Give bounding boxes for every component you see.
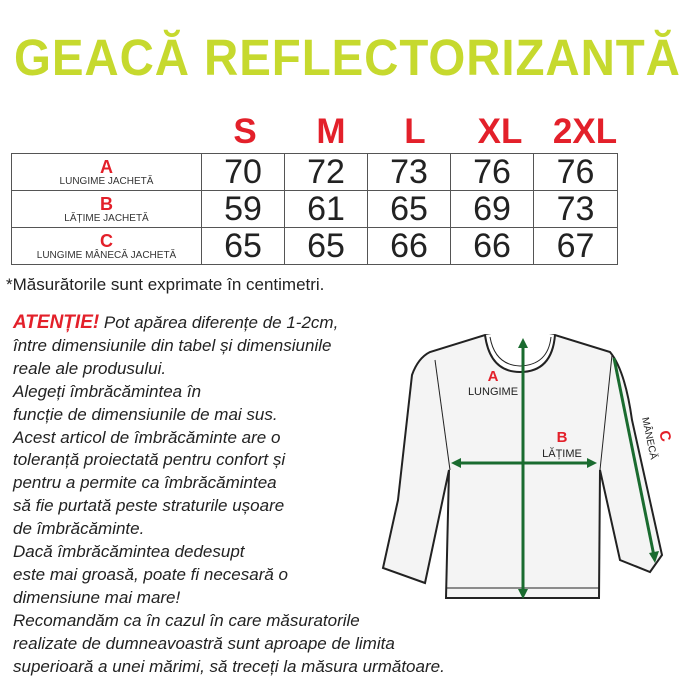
table-cell: 73	[368, 154, 451, 191]
table-cell: 66	[368, 228, 451, 265]
row-label: C LUNGIME MÂNECĂ JACHETĂ	[12, 228, 202, 265]
paragraph-line: Recomandăm ca în cazul în care măsuratorile	[13, 610, 360, 630]
table-cell: 59	[202, 191, 285, 228]
paragraph-line: să fie purtată peste straturile ușoare	[13, 496, 285, 516]
table-cell: 76	[534, 154, 618, 191]
page-title: GEACĂ REFLECTORIZANTĂ	[14, 29, 681, 86]
table-cell: 61	[285, 191, 368, 228]
table-cell: 69	[451, 191, 534, 228]
table-cell: 70	[202, 154, 285, 191]
label-a-letter: A	[487, 368, 499, 385]
paragraph-line: pentru a permite ca îmbrăcămintea	[13, 473, 277, 493]
attention-label: ATENȚIE!	[13, 312, 100, 333]
table-cell: 66	[451, 228, 534, 265]
paragraph-line: Acest articol de îmbrăcăminte are o	[13, 427, 281, 447]
size-m: M	[316, 112, 346, 151]
label-c-text: MÂNECĂ	[639, 416, 659, 461]
row-label: B LĂȚIME JACHETĂ	[12, 191, 202, 228]
size-2xl: 2XL	[552, 112, 618, 151]
row-label: A LUNGIME JACHETĂ	[12, 154, 202, 191]
label-b-letter: B	[556, 429, 568, 446]
size-l: L	[404, 112, 426, 151]
table-cell: 72	[285, 154, 368, 191]
table-cell: 65	[368, 191, 451, 228]
units-note: *Măsurătorile sunt exprimate în centimetri.	[6, 275, 325, 294]
table-cell: 76	[451, 154, 534, 191]
paragraph-line: Dacă îmbrăcămintea dedesupt	[13, 542, 245, 562]
paragraph-line: este mai groasă, poate fi necesară o	[13, 564, 288, 584]
paragraph-line: toleranță proiectată pentru confort și	[13, 450, 286, 470]
attention-paragraph: ATENȚIE! Pot apărea diferențe de 1-2cm, între dimensiunile din tabel și dimensiunile reale ale produsului. Alegeți îmbrăcămintea în funcție de dimensiunile de mai sus. Acest articol de îmbrăcăminte are o toleranță proiectată pentru confort și pentru a permite ca îmbrăcămintea să fie purtată peste straturile ușoare de îmbrăcăminte. Dacă îmbrăcămintea dedesupt este mai groasă, poate fi necesară o dimensiune mai mare! Recomandăm ca în cazul în care măsuratorile realizate de dumneavoastră sunt aproape de limita superioară a unei mărimi, să treceți la măsura următoare.	[13, 312, 445, 679]
table-cell: 65	[202, 228, 285, 265]
label-c-letter: C	[655, 428, 675, 444]
size-s: S	[233, 112, 257, 151]
paragraph-line: între dimensiunile din tabel și dimensiunile	[13, 335, 332, 355]
table-cell: 67	[534, 228, 618, 265]
paragraph-line: Alegeți îmbrăcămintea în	[13, 381, 202, 401]
paragraph-line: reale ale produsului.	[13, 358, 167, 378]
table-cell: 73	[534, 191, 618, 228]
size-xl: XL	[477, 112, 523, 151]
paragraph-line: superioară a unei mărimi, să treceți la măsura următoare.	[13, 656, 445, 676]
paragraph-line: dimensiune mai mare!	[13, 587, 181, 607]
label-a-text: LUNGIME	[467, 386, 519, 398]
paragraph-line: funcție de dimensiunile de mai sus.	[13, 404, 278, 424]
label-b-text: LĂȚIME	[542, 448, 582, 460]
paragraph-line: realizate de dumneavoastră sunt aproape de limita	[13, 633, 395, 653]
paragraph-line: de îmbrăcăminte.	[13, 519, 145, 539]
table-cell: 65	[285, 228, 368, 265]
